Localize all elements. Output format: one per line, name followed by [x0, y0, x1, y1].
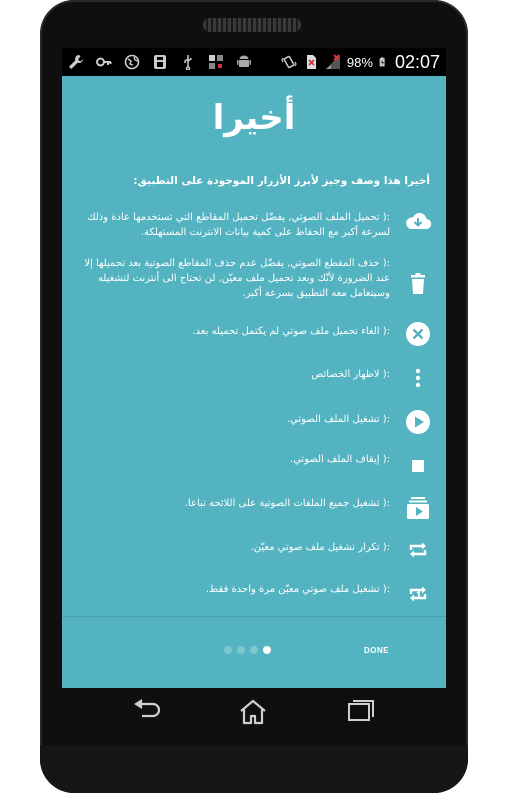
phone-chin [40, 745, 468, 793]
battery-percent: 98% [346, 54, 373, 70]
footer-divider [62, 616, 446, 617]
globe-icon [124, 54, 140, 70]
system-icons [281, 48, 440, 76]
help-item-text: :( لاظهار الخصائص [311, 369, 390, 380]
help-item-text: :( تشغيل جميع الملفات الصوتية على اللائحة تباعا. [184, 498, 390, 509]
help-item-text: :( تحميل الملف الصوتي, يفضّل تحميل المقاطع التي تستخدمها عادة وذلك لسرعة أكبر مع الحفاظ على كمية بيانات الانترنت المستهلكة. [87, 212, 390, 238]
help-item-text: :( الغاء تحميل ملف صوتي لم يكتمل تحميله بعد. [192, 326, 390, 337]
cloud-download-icon [404, 208, 432, 236]
page-indicator [224, 646, 271, 654]
recent-apps-icon[interactable] [344, 698, 378, 726]
play-circle-icon [404, 408, 432, 436]
qr-code-icon [208, 54, 224, 70]
more-vertical-icon [404, 364, 432, 392]
page-dot[interactable] [224, 646, 232, 654]
screen [62, 48, 446, 688]
back-icon[interactable] [130, 698, 164, 726]
vibrate-icon [281, 54, 297, 70]
intro-text: أخيرا هذا وصف وجيز لأبرز الأزرار الموجودة على التطبيق: [133, 175, 430, 187]
home-icon[interactable] [236, 698, 270, 726]
usb-icon [180, 54, 196, 70]
repeat-icon [404, 536, 432, 564]
help-item-text: :( إيقاف الملف الصوتي. [289, 454, 390, 465]
done-button[interactable]: DONE [364, 646, 390, 655]
status-bar [62, 48, 446, 76]
android-icon [236, 54, 252, 70]
repeat-one-icon [404, 580, 432, 608]
clock: 02:07 [394, 51, 440, 72]
help-item-text: :( تشغيل ملف صوتي معيّن مرة واحدة فقط. [205, 584, 390, 595]
page-dot-active[interactable] [263, 646, 271, 654]
page-title: أخيرا [212, 98, 296, 138]
sd-card-icon [152, 54, 168, 70]
page-dot[interactable] [237, 646, 245, 654]
battery-charging-icon [379, 54, 389, 70]
page-dot[interactable] [250, 646, 258, 654]
notification-icons [68, 48, 252, 76]
play-all-icon [404, 494, 432, 522]
stop-icon [404, 452, 432, 480]
help-item-text: :( تكرار تشغيل ملف صوتي معيّن. [250, 542, 390, 553]
help-item-text: :( حذف المقطع الصوتي, يفضّل عدم حذف المقاطع الصوتية بعد تحميلها إلا عند الضرورة لأنّك وبعد تحميل ملف معيّن, لن تحتاج الى أنترنت لتشغيله وسيتعامل معه التطبيق بسرعة أكبر. [84, 258, 390, 299]
trash-icon [404, 270, 432, 298]
signal-icon [325, 54, 341, 70]
key-icon [96, 54, 112, 70]
earpiece-speaker [203, 18, 301, 32]
no-sim-icon [303, 54, 319, 70]
wrench-icon [68, 54, 84, 70]
cancel-circle-icon [404, 320, 432, 348]
help-item-text: :( تشغيل الملف الصوتي. [286, 414, 390, 425]
